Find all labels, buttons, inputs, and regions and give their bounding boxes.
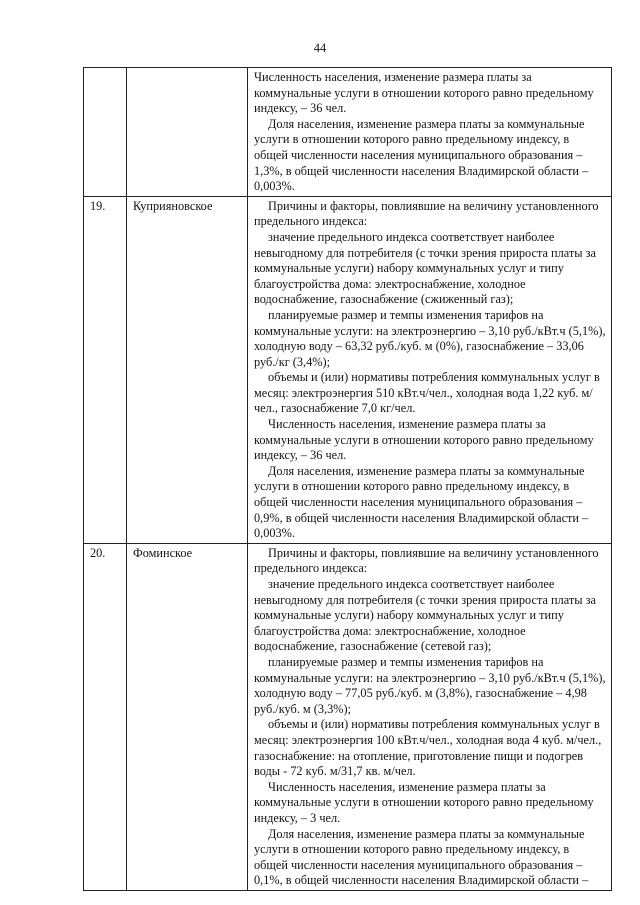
description-paragraph: Причины и факторы, повлиявшие на величину установленного предельного индекса: <box>254 545 599 576</box>
table-row-20 <box>84 543 612 890</box>
row-description <box>248 196 612 543</box>
description-paragraph: Доля населения, изменение размера платы за коммунальные услуги в отношении которого равно предельному индексу, в общей численности населения муниципального образования – 0,9%, в общей численности населения Владимирской области – 0,003%. <box>254 463 589 541</box>
table-row-continuation <box>84 68 612 197</box>
municipality-name <box>127 68 248 197</box>
row-number: 19. <box>84 196 127 543</box>
description-paragraph: Численность населения, изменение размера платы за коммунальные услуги в отношении которого равно предельному индексу, – 36 чел. <box>254 70 594 116</box>
table-row-19 <box>84 196 612 543</box>
row-number: 20. <box>84 543 127 890</box>
description-paragraph: Доля населения, изменение размера платы за коммунальные услуги в отношении которого равно предельному индексу, в общей численности населения муниципального образования – 1,3%, в общей численности населения Владимирской области – 0,003%. <box>254 116 589 194</box>
description-paragraph: планируемые размер и темпы изменения тарифов на коммунальные услуги: на электроэнергию – 3,10 руб./кВт.ч (5,1%), холодную воду – 77,05 руб./куб. м (3,8%), газоснабжение – 4,98 руб./куб. м (3,3%); <box>254 654 606 716</box>
description-paragraph: Численность населения, изменение размера платы за коммунальные услуги в отношении которого равно предельному индексу, – 3 чел. <box>254 779 594 825</box>
description-paragraph: Доля населения, изменение размера платы за коммунальные услуги в отношении которого равно предельному индексу, в общей численности населения муниципального образования – 0,1%, в общей численности населения Владимирской области – <box>254 826 589 888</box>
description-paragraph: планируемые размер и темпы изменения тарифов на коммунальные услуги: на электроэнергию – 3,10 руб./кВт.ч (5,1%), холодную воду – 63,32 руб./куб. м (0%), газоснабжение – 33,06 руб./кг (3,4%); <box>254 307 606 369</box>
description-paragraph: объемы и (или) нормативы потребления коммунальных услуг в месяц: электроэнергия 510 кВт.ч/чел., холодная вода 1,22 куб. м/чел., газоснабжение 7,0 кг/чел. <box>254 370 600 416</box>
description-paragraph: объемы и (или) нормативы потребления коммунальных услуг в месяц: электроэнергия 100 кВт.ч/чел., холодная вода 4 куб. м/чел., газоснабжение: на отопление, приготовление пищи и подогрев воды - 72 куб. м/31,7 кв. м/чел. <box>254 717 602 779</box>
description-paragraph: Причины и факторы, повлиявшие на величину установленного предельного индекса: <box>254 198 599 229</box>
row-number <box>84 68 127 197</box>
description-paragraph: Численность населения, изменение размера платы за коммунальные услуги в отношении которого равно предельному индексу, – 36 чел. <box>254 417 594 463</box>
municipality-name: Фоминское <box>127 543 248 890</box>
description-paragraph: значение предельного индекса соответствует наиболее невыгодному для потребителя (с точки зрения прироста платы за коммунальные услуги) набору коммунальных услуг и типу благоустройства дома: электроснабжение, холодное водоснабжение, газоснабжение (сетевой газ); <box>254 577 596 654</box>
municipality-name: Куприяновское <box>127 196 248 543</box>
row-description <box>248 68 612 197</box>
row-description <box>248 543 612 890</box>
page-number: 44 <box>313 41 327 55</box>
description-paragraph: значение предельного индекса соответствует наиболее невыгодному для потребителя (с точки зрения прироста платы за коммунальные услуги) набору коммунальных услуг и типу благоустройства дома: электроснабжение, холодное водоснабжение, газоснабжение (сжиженный газ); <box>254 229 596 307</box>
municipal-index-table <box>83 67 612 891</box>
